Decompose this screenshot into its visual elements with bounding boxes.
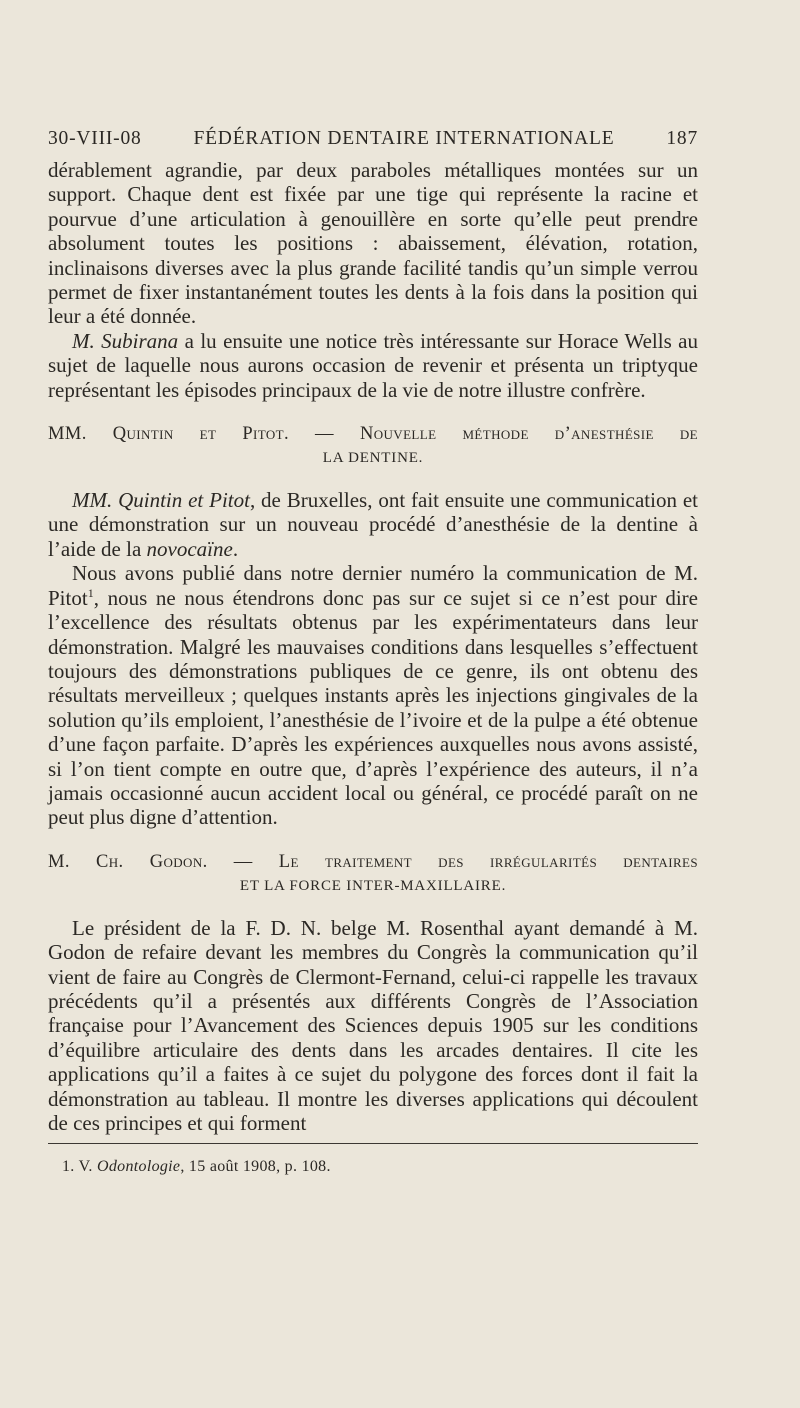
journal-name: Odontologie — [97, 1158, 181, 1176]
heading-line: MM. Quintin et Pitot. — Nouvelle méthode d’anesthésie de — [48, 424, 698, 445]
drug-name: novocaïne — [146, 536, 233, 561]
page-number: 187 — [666, 128, 698, 149]
footnote-ref: 1 — [87, 585, 94, 600]
section-heading-quintin-pitot — [48, 422, 698, 470]
heading-line: LA DENTINE. — [322, 450, 424, 467]
section-heading-godon — [48, 850, 698, 898]
paragraph-continued: dérablement agrandie, par deux paraboles métalliques montées sur un support. Chaque dent est fixée par une tige qui représente la racine et pourvue d’une articulation à genouillère en sorte qu’elle peut prendre absolument toutes les positions : abaissement, élévation, rotation, inclinaisons diverses avec la plus grande facilité tandis qu’un simple verrou permet de fixer instantanément toutes les dents à la fois dans la position qui leur a été donnée. — [48, 158, 698, 329]
paragraph-results — [48, 561, 698, 829]
paragraph-text: Nous avons publié dans notre dernier numéro la communication de M. Pitot — [48, 561, 698, 610]
heading-line: M. Ch. Godon. — Le traitement des irrégularités dentaires — [48, 851, 698, 872]
footnote-number: 1. — [62, 1158, 75, 1176]
footnote — [48, 1158, 698, 1176]
paragraph-text: , de Bruxelles, ont fait ensuite une communication et une démonstration sur un nouveau procédé d’anesthésie de la dentine à l’aide de la — [48, 488, 698, 561]
paragraph-text: , nous ne nous étendrons donc pas sur ce sujet si ce n’est pour dire l’excellence des résultats obtenus par les expérimentateurs dans leur démonstration. Malgré les mauvaises conditions dans lesquelles s’effectuent toujours des démonstrations publiques de ce genre, ils ont obtenu des résultats merveilleux ; quelques instants après les injections gingivales de la solution qu’ils emploient, l’anesthésie de l’ivoire et de la pulpe a été obtenue d’une façon parfaite. D’après les expériences auxquelles nous avons assisté, si l’on tient compte en outre que, d’après l’expérience des auteurs, il n’a jamais occasionné aucun accident local ou général, ce procédé paraît on ne peut plus digne d’attention. — [48, 585, 698, 830]
paragraph-text: a lu ensuite une notice très intéressante sur Horace Wells au sujet de laquelle nous aurons occasion de revenir et présenta un triptyque représentant les épisodes principaux de la vie de notre illustre confrère. — [48, 328, 698, 402]
header-title: FÉDÉRATION DENTAIRE INTERNATIONALE — [193, 128, 615, 149]
header-date: 30-VIII-08 — [48, 128, 142, 149]
heading-line: ET LA FORCE INTER-MAXILLAIRE. — [239, 877, 507, 894]
speaker-name: MM. Quintin et Pitot — [72, 488, 250, 513]
page — [48, 128, 698, 1176]
footnote-text: V. — [78, 1158, 98, 1176]
paragraph-godon: Le président de la F. D. N. belge M. Rosenthal ayant demandé à M. Godon de refaire devant les membres du Congrès la communication qu’il vient de faire au Congrès de Clermont-Fernand, celui-ci rappelle les travaux précédents qu’il a présentés aux différents Congrès de l’Association française pour l’Avancement des Sciences depuis 1905 sur les conditions d’équilibre articulaire des dents dans les arcades dentaires. Il cite les applications qu’il a faites à ce sujet du polygone des forces dont il fait la démonstration au tableau. Il montre les diverses applications qui découlent de ces principes et qui forment — [48, 915, 698, 1135]
paragraph-text: . — [232, 536, 239, 561]
footnote-rule — [48, 1143, 698, 1144]
footnote-text: , 15 août 1908, p. 108. — [180, 1158, 331, 1176]
paragraph-subirana — [48, 329, 698, 402]
speaker-name: M. Subirana — [72, 328, 179, 353]
paragraph-quintin-pitot — [48, 488, 698, 561]
running-header — [48, 128, 698, 150]
